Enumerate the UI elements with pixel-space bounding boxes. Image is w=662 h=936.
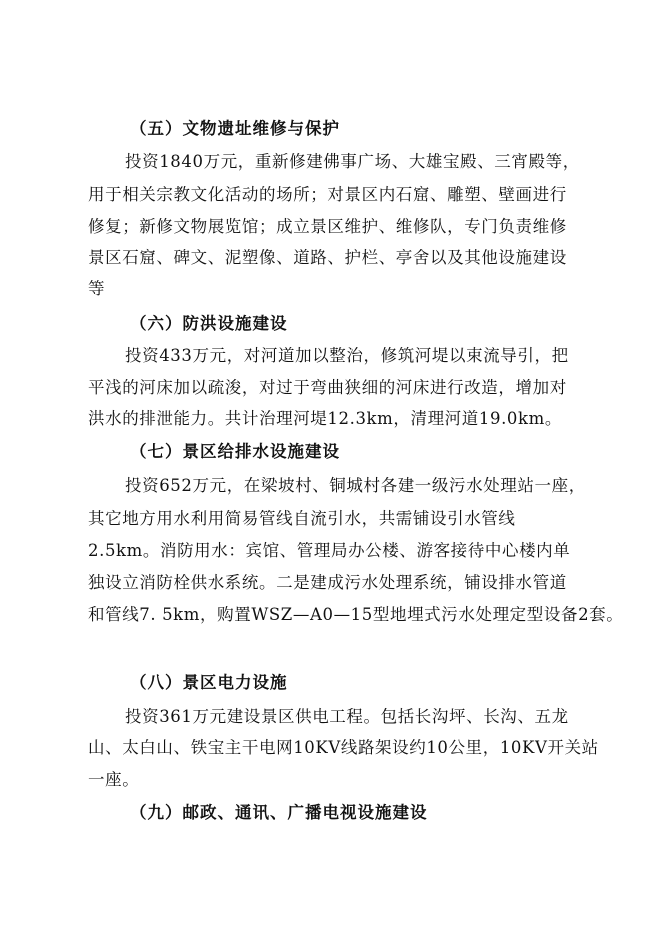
section-heading: （九）邮政、通讯、广播电视设施建设 [130,803,428,822]
section-heading: （八）景区电力设施 [130,673,288,692]
section-heading: （七）景区给排水设施建设 [130,442,340,461]
paragraph-line: 洪水的排泄能力。共计治理河堤12.3km，清理河道19.0km。 [88,409,562,428]
paragraph-line: 投资652万元，在梁坡村、铜城村各建一级污水处理站一座， [125,476,586,495]
paragraph-line: 一座。 [88,770,140,789]
paragraph-line: 2.5km。消防用水：宾馆、管理局办公楼、游客接待中心楼内单 [88,541,571,560]
paragraph-line: 修复；新修文物展览馆；成立景区维护、维修队，专门负责维修 [88,217,567,236]
paragraph-line: 平浅的河床加以疏浚，对过于弯曲狭细的河床进行改造，增加对 [88,378,567,397]
paragraph-line: 等 [88,279,106,298]
paragraph-line: 用于相关宗教文化活动的场所；对景区内石窟、雕塑、壁画进行 [88,185,567,204]
paragraph-line: 投资433万元，对河道加以整治，修筑河堤以束流导引，把 [125,346,569,365]
paragraph-line: 山、太白山、铁宝主干电网10KV线路架设约10公里，10KV开关站 [88,738,599,757]
paragraph-line: 独设立消防栓供水系统。二是建成污水处理系统，铺设排水管道 [88,573,567,592]
section-heading: （六）防洪设施建设 [130,314,288,333]
paragraph-line: 投资361万元建设景区供电工程。包括长沟坪、长沟、五龙 [125,707,569,726]
paragraph-line: 和管线7. 5km，购置WSZ—A0—15型地埋式污水处理定型设备2套。 [88,605,624,624]
section-heading: （五）文物遗址维修与保护 [130,119,340,138]
paragraph-line: 投资1840万元，重新修建佛事广场、大雄宝殿、三宵殿等， [125,152,580,171]
paragraph-line: 其它地方用水利用简易管线自流引水，共需铺设引水管线 [88,509,516,528]
paragraph-line: 景区石窟、碑文、泥塑像、道路、护栏、亭舍以及其他设施建设 [88,248,567,267]
